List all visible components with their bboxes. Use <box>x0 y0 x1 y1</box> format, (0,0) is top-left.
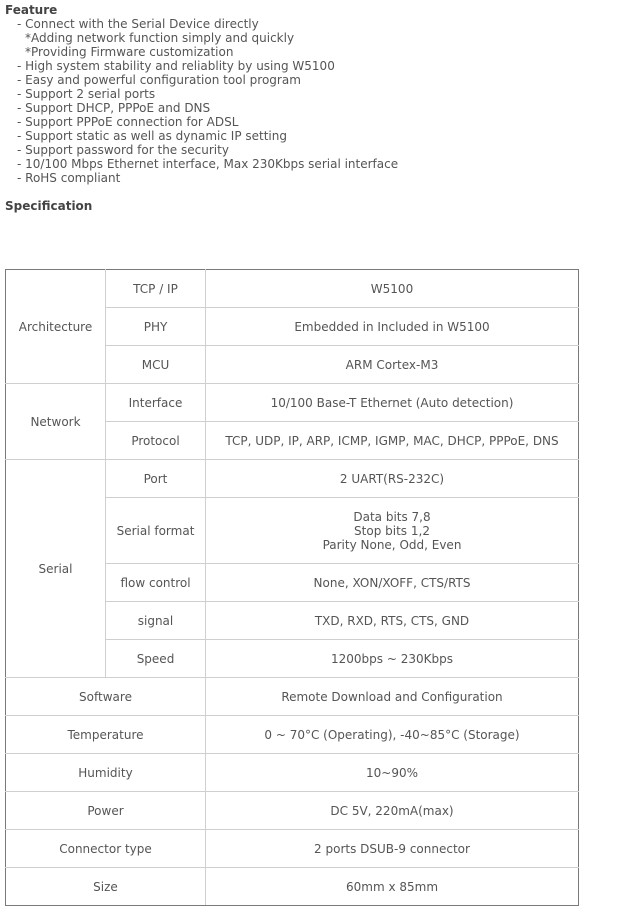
mcu-label: MCU <box>106 346 206 384</box>
feature-list <box>17 17 398 185</box>
interface-label: Interface <box>106 384 206 422</box>
flow-control-label: flow control <box>106 564 206 602</box>
table-row <box>6 716 579 754</box>
table-row <box>6 678 579 716</box>
serial-format-label: Serial format <box>106 498 206 564</box>
humidity-value: 10~90% <box>206 754 579 792</box>
protocol-label: Protocol <box>106 422 206 460</box>
signal-value: TXD, RXD, RTS, CTS, GND <box>206 602 579 640</box>
phy-label: PHY <box>106 308 206 346</box>
power-value: DC 5V, 220mA(max) <box>206 792 579 830</box>
speed-value: 1200bps ~ 230Kbps <box>206 640 579 678</box>
interface-value: 10/100 Base-T Ethernet (Auto detection) <box>206 384 579 422</box>
parity-value: Parity None, Odd, Even <box>322 537 462 552</box>
size-label: Size <box>6 868 206 906</box>
protocol-value: TCP, UDP, IP, ARP, ICMP, IGMP, MAC, DHCP, PPPoE, DNS <box>206 422 579 460</box>
size-value: 60mm x 85mm <box>206 868 579 906</box>
table-row <box>6 830 579 868</box>
table-row <box>6 754 579 792</box>
serial-format-value <box>206 498 579 564</box>
feature-heading: Feature <box>5 3 58 17</box>
feature-item: - Support 2 serial ports <box>17 87 156 101</box>
software-label: Software <box>6 678 206 716</box>
feature-sub-item: *Providing Firmware customization <box>25 45 234 59</box>
connector-type-value: 2 ports DSUB-9 connector <box>206 830 579 868</box>
port-value: 2 UART(RS-232C) <box>206 460 579 498</box>
table-row <box>6 460 579 498</box>
signal-label: signal <box>106 602 206 640</box>
specification-table <box>5 269 579 906</box>
temperature-value: 0 ~ 70°C (Operating), -40~85°C (Storage) <box>206 716 579 754</box>
software-value: Remote Download and Configuration <box>206 678 579 716</box>
architecture-label: Architecture <box>6 270 106 384</box>
table-row <box>6 792 579 830</box>
table-row <box>6 270 579 308</box>
network-label: Network <box>6 384 106 460</box>
table-row <box>6 384 579 422</box>
serial-label: Serial <box>6 460 106 678</box>
mcu-value: ARM Cortex-M3 <box>206 346 579 384</box>
feature-item: - Connect with the Serial Device directly <box>17 17 259 31</box>
table-row <box>6 868 579 906</box>
specification-heading: Specification <box>5 199 93 213</box>
power-label: Power <box>6 792 206 830</box>
feature-item: - Easy and powerful configuration tool program <box>17 73 301 87</box>
tcp-ip-value: W5100 <box>206 270 579 308</box>
feature-item: - Support PPPoE connection for ADSL <box>17 115 239 129</box>
temperature-label: Temperature <box>6 716 206 754</box>
data-bits-value: Data bits 7,8 <box>353 509 431 524</box>
phy-value: Embedded in Included in W5100 <box>206 308 579 346</box>
tcp-ip-label: TCP / IP <box>106 270 206 308</box>
flow-control-value: None, XON/XOFF, CTS/RTS <box>206 564 579 602</box>
port-label: Port <box>106 460 206 498</box>
feature-item: - High system stability and reliablity by using W5100 <box>17 59 335 73</box>
feature-sub-item: *Adding network function simply and quickly <box>25 31 295 45</box>
feature-item: - Support static as well as dynamic IP setting <box>17 129 287 143</box>
feature-item: - Support password for the security <box>17 143 229 157</box>
stop-bits-value: Stop bits 1,2 <box>354 523 430 538</box>
speed-label: Speed <box>106 640 206 678</box>
feature-item: - Support DHCP, PPPoE and DNS <box>17 101 211 115</box>
connector-type-label: Connector type <box>6 830 206 868</box>
humidity-label: Humidity <box>6 754 206 792</box>
feature-item: - 10/100 Mbps Ethernet interface, Max 230Kbps serial interface <box>17 157 399 171</box>
feature-item: - RoHS compliant <box>17 171 121 185</box>
